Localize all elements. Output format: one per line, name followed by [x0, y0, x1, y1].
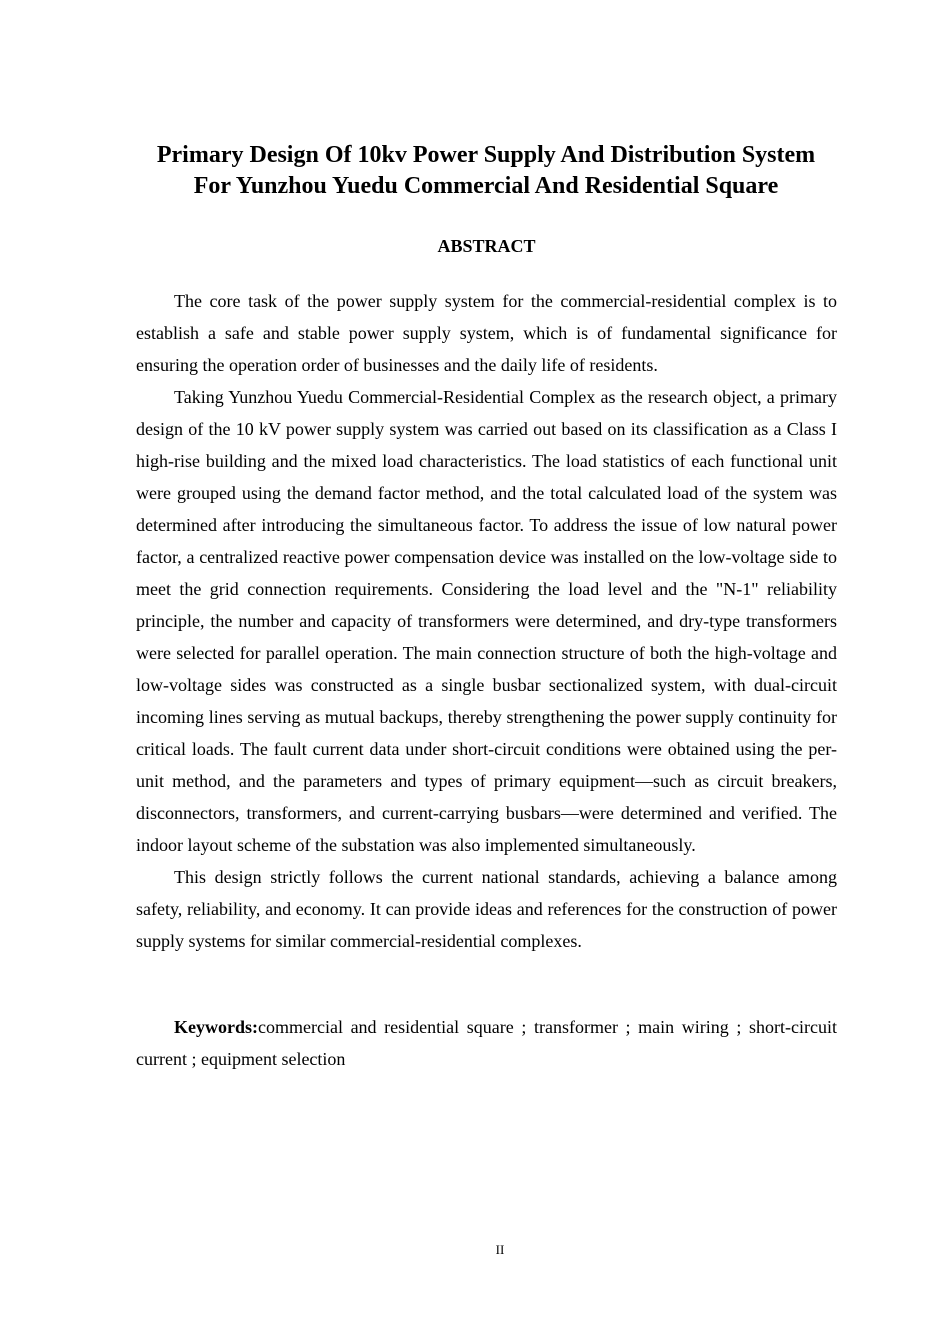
abstract-paragraph-3: This design strictly follows the current national standards, achieving a balance among safety, reliability, and economy. It can provide ideas and references for the construction of power supply systems for similar commercial-residential complexes. — [136, 867, 837, 951]
paper-title — [100, 140, 872, 202]
paper-title-line-1: Primary Design Of 10kv Power Supply And Distribution System — [156, 142, 816, 168]
keywords-line — [136, 1011, 837, 1075]
abstract-paragraph-1: The core task of the power supply system for the commercial-residential complex is to establish a safe and stable power supply system, which is of fundamental significance for ensuring the operation order of businesses and the daily life of residents. — [136, 291, 837, 375]
abstract-heading: ABSTRACT — [437, 236, 536, 256]
page-number: II — [495, 1242, 505, 1257]
keywords-label: Keywords: — [174, 1017, 258, 1037]
abstract-body — [136, 285, 837, 957]
paper-title-line-2: For Yunzhou Yuedu Commercial And Residential Square — [193, 173, 779, 199]
keywords-text: commercial and residential square ; transformer ; main wiring ; short-circuit current ; equipment selection — [136, 1017, 837, 1069]
abstract-paragraph-2: Taking Yunzhou Yuedu Commercial-Residential Complex as the research object, a primary design of the 10 kV power supply system was carried out based on its classification as a Class I high-rise building and the mixed load characteristics. The load statistics of each functional unit were grouped using the demand factor method, and the total calculated load of the system was determined after introducing the simultaneous factor. To address the issue of low natural power factor, a centralized reactive power compensation device was installed on the low-voltage side to meet the grid connection requirements. Considering the load level and the "N-1" reliability principle, the number and capacity of transformers were determined, and dry-type transformers were selected for parallel operation. The main connection structure of both the high-voltage and low-voltage sides was constructed as a single busbar sectionalized system, with dual-circuit incoming lines serving as mutual backups, thereby strengthening the power supply continuity for critical loads. The fault current data under short-circuit conditions were obtained using the per-unit method, and the parameters and types of primary equipment—such as circuit breakers, disconnectors, transformers, and current-carrying busbars—were determined and verified. The indoor layout scheme of the substation was also implemented simultaneously. — [136, 387, 837, 855]
